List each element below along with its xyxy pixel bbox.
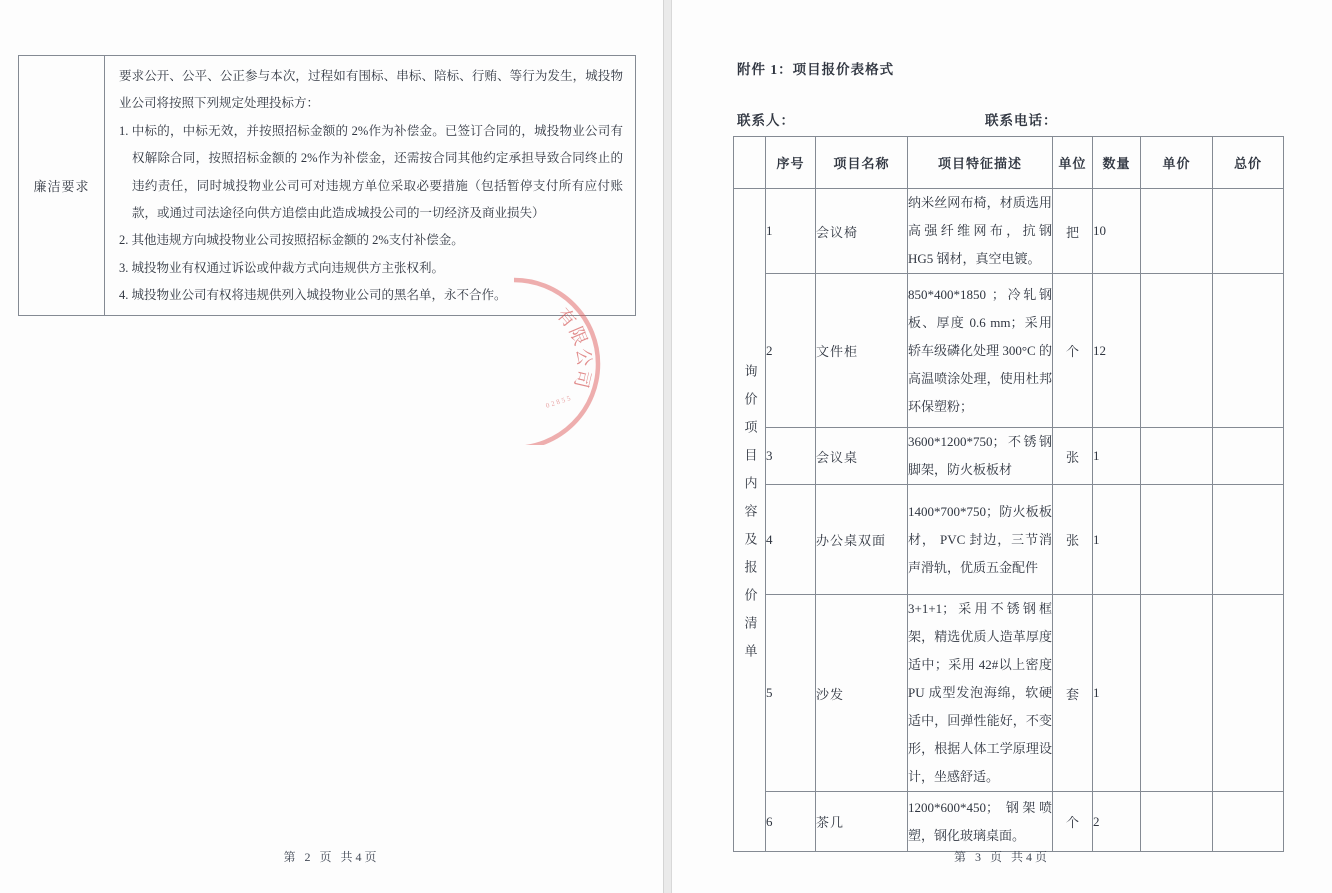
cell-unit: 张 (1053, 485, 1093, 595)
cell-desc: 3600*1200*750；不锈钢脚架，防火板板材 (908, 428, 1053, 485)
cell-unit: 个 (1053, 274, 1093, 428)
cell-no: 2 (766, 274, 816, 428)
integrity-paragraph: 1. 中标的，中标无效，并按照招标金额的 2%作为补偿金。已签订合同的，城投物业公司有权解除合同，按照招标金额的 2%作为补偿金，还需按合同其他约定承担导致合同终止的违约责任，同时城投物业公司可对违规方单位采取必要措施（包括暂停支付所有应付账款，或通过司法途径向供方追偿由此造成城投公司的一切经济及商业损失） (119, 123, 623, 221)
cell-no: 5 (766, 595, 816, 792)
page-number-left: 第 2 页 共4页 (283, 850, 380, 864)
page-gap-divider (663, 0, 672, 893)
column-header: 总价 (1213, 137, 1284, 189)
cell-price (1141, 595, 1213, 792)
stamp-serial: 02855 (544, 393, 574, 410)
cell-price (1141, 428, 1213, 485)
page-2 (0, 0, 663, 893)
quote-table-body (734, 189, 1284, 852)
side-label: 询价项目内容及报价清单 (742, 364, 758, 672)
cell-total (1213, 595, 1284, 792)
cell-name: 会议桌 (816, 428, 908, 485)
cell-desc: 1400*700*750；防火板板材， PVC 封边，三节消声滑轨，优质五金配件 (908, 485, 1053, 595)
cell-qty: 10 (1093, 189, 1141, 274)
integrity-paragraph: 3. 城投物业有权通过诉讼或仲裁方式向违规供方主张权利。 (119, 260, 445, 275)
cell-unit: 个 (1053, 792, 1093, 852)
cell-price (1141, 189, 1213, 274)
column-header: 单位 (1053, 137, 1093, 189)
integrity-paragraph: 4. 城投物业公司有权将违规供列入城投物业公司的黑名单，永不合作。 (119, 288, 507, 303)
quote-row (734, 485, 1284, 595)
cell-price (1141, 485, 1213, 595)
quotation-table (733, 136, 1284, 852)
quote-row (734, 792, 1284, 852)
page-3 (672, 0, 1332, 893)
cell-qty: 2 (1093, 792, 1141, 852)
column-header: 项目特征描述 (908, 137, 1053, 189)
cell-name: 文件柜 (816, 274, 908, 428)
cell-no: 4 (766, 485, 816, 595)
corner-cell (734, 137, 766, 189)
cell-qty: 1 (1093, 595, 1141, 792)
integrity-paragraph: 2. 其他违规方向城投物业公司按照招标金额的 2%支付补偿金。 (119, 233, 464, 248)
cell-name: 沙发 (816, 595, 908, 792)
cell-desc: 1200*600*450； 钢架喷塑，钢化玻璃桌面。 (908, 792, 1053, 852)
cell-total (1213, 274, 1284, 428)
cell-unit: 套 (1053, 595, 1093, 792)
cell-price (1141, 274, 1213, 428)
attachment-title: 附件 1：项目报价表格式 (737, 62, 895, 77)
cell-unit: 把 (1053, 189, 1093, 274)
column-header: 序号 (766, 137, 816, 189)
cell-qty: 1 (1093, 485, 1141, 595)
side-label-cell (734, 189, 766, 852)
cell-qty: 12 (1093, 274, 1141, 428)
cell-desc: 3+1+1；采用不锈钢框架，精选优质人造革厚度适中；采用 42#以上密度 PU 成型发泡海绵，软硬适中，回弹性能好，不变形，根据人体工学原理设计，坐感舒适。 (908, 595, 1053, 792)
cell-no: 3 (766, 428, 816, 485)
cell-total (1213, 485, 1284, 595)
quote-row (734, 189, 1284, 274)
quote-table-header-row-tr (734, 137, 1284, 189)
column-header: 单价 (1141, 137, 1213, 189)
cell-total (1213, 428, 1284, 485)
cell-desc: 纳米丝网布椅，材质选用高强纤维网布，抗钢 HG5 钢材，真空电镀。 (908, 189, 1053, 274)
cell-name: 办公桌双面 (816, 485, 908, 595)
contact-phone-label: 联系电话： (985, 113, 1058, 128)
cell-no: 1 (766, 189, 816, 274)
page-number-right: 第 3 页 共4页 (953, 850, 1050, 864)
cell-price (1141, 792, 1213, 852)
integrity-requirements-table (18, 55, 636, 316)
contact-person-label: 联系人： (737, 113, 795, 128)
integrity-paragraph: 要求公开、公平、公正参与本次，过程如有围标、串标、陪标、行贿、等行为发生，城投物业公司将按照下列规定处理投标方： (119, 69, 623, 111)
column-header: 项目名称 (816, 137, 908, 189)
cell-unit: 张 (1053, 428, 1093, 485)
integrity-paragraphs (105, 56, 635, 315)
cell-no: 6 (766, 792, 816, 852)
quote-row (734, 595, 1284, 792)
integrity-row-label: 廉洁要求 (19, 56, 105, 315)
cell-total (1213, 189, 1284, 274)
cell-name: 茶几 (816, 792, 908, 852)
stamp-company-text: 有限公司 (552, 304, 595, 392)
cell-name: 会议椅 (816, 189, 908, 274)
cell-qty: 1 (1093, 428, 1141, 485)
cell-desc: 850*400*1850 ；冷轧钢板、厚度 0.6 mm；采用轿车级磷化处理 300°C 的高温喷涂处理，使用杜邦环保塑粉； (908, 274, 1053, 428)
cell-total (1213, 792, 1284, 852)
quote-row (734, 428, 1284, 485)
quote-row (734, 274, 1284, 428)
column-header: 数量 (1093, 137, 1141, 189)
